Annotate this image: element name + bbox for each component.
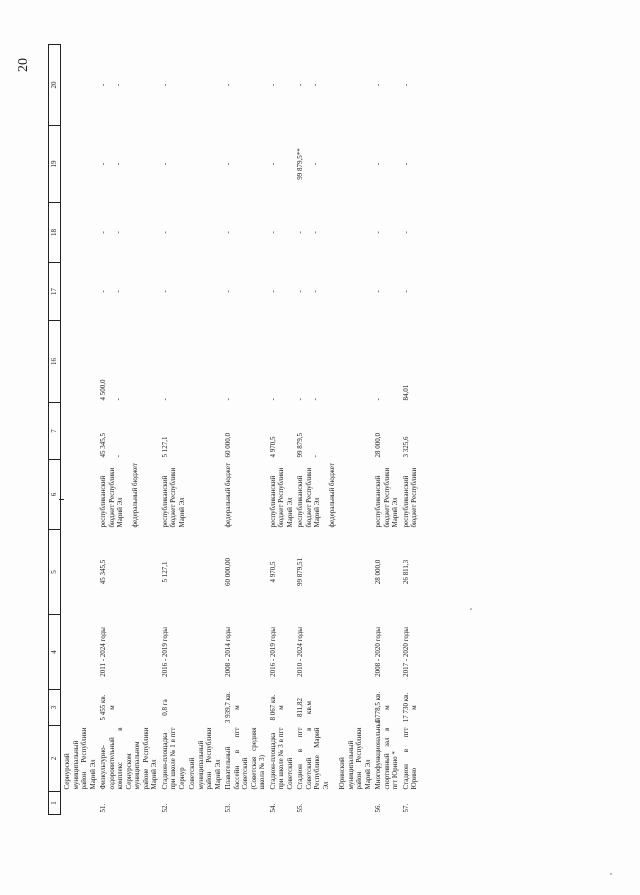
estimated-cost: 26 811,3 — [401, 559, 410, 585]
table-row — [159, 45, 187, 815]
object-name: Плавательный бассейн в пгт Советский (Советская средняя школа № 3) — [224, 727, 266, 790]
funding-source-cell — [159, 460, 187, 530]
total-amount-second-line: - — [310, 455, 319, 458]
estimated-cost: 5 127,1 — [160, 561, 169, 583]
column-header: 1 — [49, 792, 61, 815]
amount-col-16-cell — [222, 321, 267, 403]
amount-col-19-second-line: - — [310, 162, 319, 166]
amount-col-20: - — [268, 83, 277, 87]
amount-col-20-cell — [159, 45, 187, 126]
amount-col-16-cell — [159, 321, 187, 403]
funding-source-cell — [267, 460, 295, 530]
period: 2016 - 2019 годы — [268, 627, 277, 677]
row-number: 54. — [268, 803, 277, 813]
funding-source: республиканский бюджет Республики Марий Эл — [268, 467, 294, 528]
amount-col-17-cell — [294, 263, 336, 321]
object-name: Физкультурно-оздоровительный комплекс в Сернурском муниципальном районе Республики Марий Эл — [99, 727, 158, 790]
capacity: 0,8 га — [160, 699, 169, 716]
object-name: Многофункциональный спортивный зал в пгт Юрино * — [374, 718, 399, 790]
funding-source: республиканский бюджет Республики Марий Эл — [160, 467, 186, 528]
estimated-cost: 45 345,5 — [99, 559, 107, 585]
empty-cell — [61, 792, 98, 815]
estimated-cost-cell — [400, 530, 419, 615]
row-number-cell — [400, 792, 419, 815]
capacity: 811,82 кв.м — [296, 698, 313, 717]
amount-col-16-cell — [267, 321, 295, 403]
amount-col-20-cell — [372, 45, 400, 126]
amount-col-16: 4 500,0 — [99, 379, 107, 401]
estimated-cost-cell — [97, 530, 159, 615]
period: 2008 - 2020 годы — [374, 627, 382, 677]
amount-col-16-cell — [97, 321, 159, 403]
amount-col-20-cell — [400, 45, 419, 126]
row-number-cell — [97, 792, 159, 815]
amount-col-17-cell — [97, 263, 159, 321]
total-amount-cell — [159, 403, 187, 460]
empty-cell — [336, 45, 372, 726]
amount-col-18: - — [296, 231, 304, 234]
amount-col-19: - — [401, 162, 410, 166]
capacity-cell — [222, 690, 267, 726]
row-number: 55. — [296, 803, 304, 813]
column-header: 20 — [49, 45, 61, 126]
amount-col-18-cell — [159, 203, 187, 263]
period: 2016 - 2019 годы — [160, 627, 169, 677]
amount-col-17: - — [160, 290, 169, 293]
amount-col-18-cell — [222, 203, 267, 263]
amount-col-16: - — [296, 398, 304, 401]
row-number: 51. — [99, 803, 107, 813]
table-row — [97, 45, 159, 815]
amount-col-20: - — [296, 83, 304, 87]
object-name: Стадион-площадка при школе № 3 в пгт Советский — [268, 727, 294, 790]
amount-col-20: - — [401, 83, 410, 87]
column-header: 6 — [49, 460, 61, 530]
period-cell — [159, 615, 187, 690]
total-amount-second-line: - — [113, 455, 122, 458]
table-row — [267, 45, 295, 815]
row-number: 52. — [160, 803, 169, 813]
column-header: 5 — [49, 530, 61, 615]
amount-col-18-cell — [267, 203, 295, 263]
total-amount: 28 000,0 — [374, 433, 382, 458]
amount-col-17-second-line: - — [113, 290, 122, 293]
amount-col-17-cell — [372, 263, 400, 321]
amount-col-18-cell — [400, 203, 419, 263]
amount-col-18-second-line: - — [113, 231, 122, 234]
amount-col-19: - — [224, 162, 232, 166]
funding-source-second-line: федеральный бюджет — [130, 463, 139, 528]
row-number-cell — [372, 792, 400, 815]
amount-col-17: - — [374, 290, 382, 293]
total-amount-cell — [294, 403, 336, 460]
capacity-cell — [267, 690, 295, 726]
amount-col-20: - — [160, 83, 169, 87]
amount-col-17: - — [99, 290, 107, 293]
amount-col-17-cell — [267, 263, 295, 321]
row-number-cell — [222, 792, 267, 815]
period-cell — [267, 615, 295, 690]
amount-col-20-cell — [294, 45, 336, 126]
capacity: 8 067 кв. м — [268, 694, 285, 721]
district-name: Сернурский муниципальный район Республики Марий Эл — [63, 727, 97, 790]
column-header: 17 — [49, 263, 61, 321]
amount-col-19-cell — [400, 126, 419, 203]
amount-col-19: - — [99, 162, 107, 166]
funding-source: республиканский бюджет Республики Марий Эл — [374, 467, 399, 528]
empty-cell — [186, 45, 222, 726]
header-row — [49, 45, 61, 815]
estimated-cost-cell — [372, 530, 400, 615]
amount-col-16-cell — [400, 321, 419, 403]
empty-cell — [186, 792, 222, 815]
total-amount-cell — [97, 403, 159, 460]
table-row — [222, 45, 267, 815]
amount-col-17: - — [401, 290, 410, 293]
amount-col-17: - — [296, 290, 304, 293]
district-name: Советский муниципальный район Республики Марий Эл — [188, 727, 222, 790]
period-cell — [372, 615, 400, 690]
capacity: 17 730 кв. м — [401, 692, 418, 723]
funding-source: республиканский бюджет Республики Марий Эл — [99, 467, 124, 528]
column-header: 7 — [49, 403, 61, 460]
amount-col-20-cell — [222, 45, 267, 126]
estimated-cost-cell — [294, 530, 336, 615]
amount-col-19: 99 879,5** — [296, 148, 304, 180]
table-body — [61, 45, 419, 815]
amount-col-20-second-line: - — [310, 83, 319, 87]
column-header: 19 — [49, 126, 61, 203]
funding-source-cell — [294, 460, 336, 530]
capacity-cell — [294, 690, 336, 726]
amount-col-17-cell — [222, 263, 267, 321]
capacity-cell — [97, 690, 159, 726]
funding-source-cell — [222, 460, 267, 530]
amount-col-16: - — [160, 398, 169, 401]
table-row — [294, 45, 336, 815]
amount-col-20-cell — [267, 45, 295, 126]
page-number: 20 — [16, 58, 31, 72]
amount-col-18-cell — [97, 203, 159, 263]
amount-col-18-cell — [294, 203, 336, 263]
period-cell — [294, 615, 336, 690]
amount-col-19: - — [160, 162, 169, 166]
capacity: 1 778,5 кв. м — [374, 691, 391, 724]
period: 2008 - 2014 годы — [224, 627, 232, 677]
total-amount-cell — [267, 403, 295, 460]
estimated-cost: 28 000,0 — [374, 559, 382, 585]
amount-col-18-cell — [372, 203, 400, 263]
amount-col-17-cell — [159, 263, 187, 321]
funding-source-cell — [400, 460, 419, 530]
amount-col-19-cell — [372, 126, 400, 203]
capacity-cell — [159, 690, 187, 726]
period-cell — [400, 615, 419, 690]
district-row — [61, 45, 98, 815]
table-row — [372, 45, 400, 815]
column-header: 3 — [49, 690, 61, 726]
row-number: 56. — [374, 803, 382, 813]
funding-source: федеральный бюджет — [224, 463, 232, 528]
total-amount-cell — [222, 403, 267, 460]
amount-col-20-second-line: - — [113, 83, 122, 87]
total-amount: 45 345,5 — [99, 433, 107, 458]
period: 2011 - 2024 годы — [99, 627, 107, 677]
capacity: 5 455 кв. м — [99, 694, 116, 721]
funding-source: республиканский бюджет Республики — [401, 467, 418, 528]
row-number-cell — [267, 792, 295, 815]
amount-col-19-second-line: - — [113, 162, 122, 166]
estimated-cost-cell — [222, 530, 267, 615]
funding-source-second-line: федеральный бюджет — [327, 463, 336, 528]
total-amount-cell — [400, 403, 419, 460]
estimated-cost-cell — [267, 530, 295, 615]
total-amount: 3 325,6 — [401, 436, 410, 458]
funding-source-cell — [372, 460, 400, 530]
total-amount-cell — [372, 403, 400, 460]
scan-speck — [470, 608, 472, 610]
amount-col-16: 84,01 — [401, 384, 410, 401]
amount-col-17: - — [224, 290, 232, 293]
amount-col-16-cell — [372, 321, 400, 403]
row-number-cell — [294, 792, 336, 815]
amount-col-16-cell — [294, 321, 336, 403]
period-cell — [97, 615, 159, 690]
total-amount: 4 970,5 — [268, 436, 277, 458]
object-name-cell — [267, 726, 295, 792]
amount-col-17: - — [268, 290, 277, 293]
column-header: 2 — [49, 726, 61, 792]
amount-col-16: - — [224, 398, 232, 401]
amount-col-20-cell — [97, 45, 159, 126]
amount-col-18: - — [224, 231, 232, 234]
object-name-cell — [159, 726, 187, 792]
estimated-cost-cell — [159, 530, 187, 615]
column-header: 4 — [49, 615, 61, 690]
object-name-cell — [400, 726, 419, 792]
row-number: 57. — [401, 803, 410, 813]
table-row — [400, 45, 419, 815]
amount-col-18-second-line: - — [310, 231, 319, 234]
object-name-cell — [222, 726, 267, 792]
amount-col-18: - — [160, 231, 169, 234]
amount-col-20: - — [224, 83, 232, 87]
amount-col-16: - — [374, 398, 382, 401]
district-row — [336, 45, 372, 815]
amount-col-16: - — [268, 398, 277, 401]
amount-col-19: - — [268, 162, 277, 166]
estimated-cost: 60 000,00 — [224, 558, 232, 586]
program-table — [48, 44, 419, 815]
amount-col-20: - — [374, 83, 382, 87]
amount-col-19-cell — [97, 126, 159, 203]
district-name: Юринский муниципальный район Республики Марий Эл — [338, 727, 372, 790]
amount-col-18: - — [374, 231, 382, 234]
amount-col-20: - — [99, 83, 107, 87]
period: 2017 - 2020 годы — [401, 627, 410, 677]
column-header: 18 — [49, 203, 61, 263]
capacity-cell — [400, 690, 419, 726]
period: 2010 - 2024 годы — [296, 627, 304, 677]
object-name-cell — [97, 726, 159, 792]
capacity-cell — [372, 690, 400, 726]
amount-col-19-cell — [294, 126, 336, 203]
amount-col-19-cell — [267, 126, 295, 203]
scan-speck — [610, 873, 612, 875]
empty-cell — [336, 792, 372, 815]
total-amount: 60 000,0 — [224, 433, 232, 458]
object-name: Стадион в пгт Советский в Республике Марий Эл — [296, 727, 330, 790]
amount-col-16-second-line: - — [113, 398, 122, 401]
period-cell — [222, 615, 267, 690]
object-name-cell — [372, 718, 400, 792]
total-amount: 5 127,1 — [160, 436, 169, 458]
row-number: 53. — [224, 803, 232, 813]
column-header: 16 — [49, 321, 61, 403]
amount-col-18: - — [99, 231, 107, 234]
amount-col-17-second-line: - — [310, 290, 319, 293]
amount-col-19-cell — [222, 126, 267, 203]
funding-source-cell — [97, 460, 159, 530]
empty-cell — [61, 45, 98, 726]
amount-col-19: - — [374, 162, 382, 166]
amount-col-18: - — [268, 231, 277, 234]
row-number-cell — [159, 792, 187, 815]
funding-source: республиканский бюджет Республики Марий Эл — [296, 467, 321, 528]
total-amount: 99 879,5 — [296, 433, 304, 458]
amount-col-18: - — [401, 231, 410, 234]
object-name-cell — [294, 726, 336, 792]
amount-col-16-second-line: - — [310, 398, 319, 401]
capacity: 3 939,7 кв. м — [224, 691, 241, 724]
estimated-cost: 4 970,5 — [268, 561, 277, 583]
amount-col-17-cell — [400, 263, 419, 321]
amount-col-19-cell — [159, 126, 187, 203]
object-name: Стадион-площадка при школе № 1 в пгт Сернур — [160, 727, 186, 790]
estimated-cost: 99 879,51 — [296, 558, 304, 586]
rule-tick — [59, 499, 64, 500]
district-row — [186, 45, 222, 815]
object-name: Стадион в пгт Юрино — [401, 727, 418, 790]
